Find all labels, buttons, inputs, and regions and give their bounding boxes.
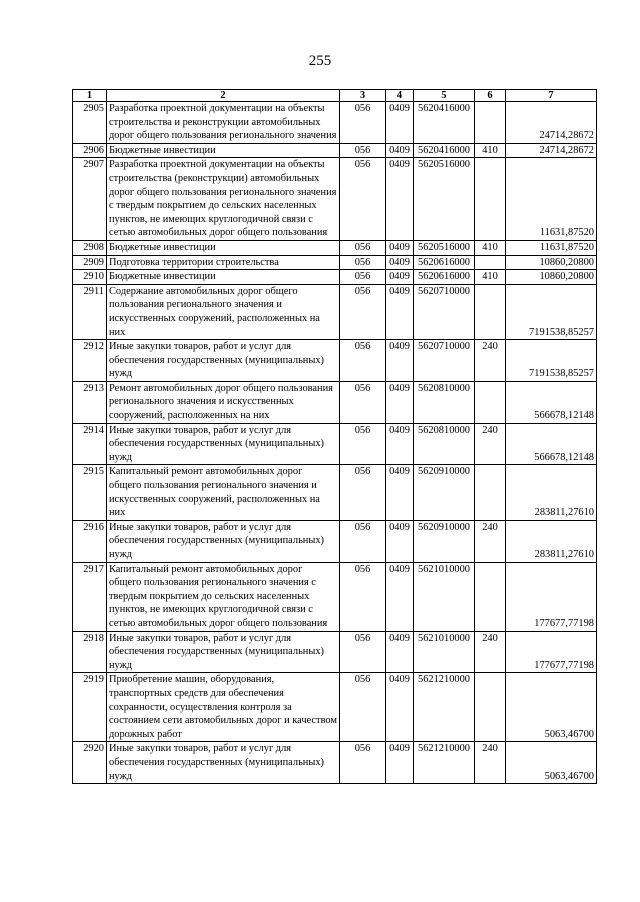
- expense-name: Приобретение машин, оборудования, транспортных средств для обеспечения сохранности, осуществления контроля за состоянием сети автомобильных дорог и качеством дорожных работ: [107, 673, 340, 742]
- department-code: 056: [340, 255, 386, 270]
- amount: 5063,46700: [506, 673, 597, 742]
- table-row: [73, 255, 597, 270]
- row-number: 2905: [73, 102, 107, 144]
- expense-name: Бюджетные инвестиции: [107, 240, 340, 255]
- section-code: 0409: [386, 465, 414, 520]
- section-code: 0409: [386, 158, 414, 241]
- expense-name: Иные закупки товаров, работ и услуг для обеспечения государственных (муниципальных) нужд: [107, 631, 340, 673]
- row-number: 2918: [73, 631, 107, 673]
- expense-type-code: [475, 284, 506, 339]
- table-header-row: [73, 90, 597, 102]
- target-article-code: 5620516000: [414, 240, 475, 255]
- section-code: 0409: [386, 102, 414, 144]
- table-row: [73, 158, 597, 241]
- department-code: 056: [340, 465, 386, 520]
- table-row: [73, 423, 597, 465]
- column-header: 3: [340, 90, 386, 102]
- target-article-code: 5620910000: [414, 465, 475, 520]
- expense-name: Бюджетные инвестиции: [107, 270, 340, 285]
- target-article-code: 5620416000: [414, 102, 475, 144]
- target-article-code: 5621010000: [414, 562, 475, 631]
- department-code: 056: [340, 240, 386, 255]
- column-header: 7: [506, 90, 597, 102]
- column-header: 4: [386, 90, 414, 102]
- target-article-code: 5620616000: [414, 270, 475, 285]
- expense-type-code: [475, 158, 506, 241]
- amount: 10860,20800: [506, 270, 597, 285]
- section-code: 0409: [386, 520, 414, 562]
- column-header: 1: [73, 90, 107, 102]
- target-article-code: 5620810000: [414, 423, 475, 465]
- table-row: [73, 742, 597, 784]
- amount: 283811,27610: [506, 465, 597, 520]
- department-code: 056: [340, 673, 386, 742]
- target-article-code: 5620516000: [414, 158, 475, 241]
- section-code: 0409: [386, 340, 414, 382]
- department-code: 056: [340, 284, 386, 339]
- amount: 283811,27610: [506, 520, 597, 562]
- department-code: 056: [340, 742, 386, 784]
- amount: 11631,87520: [506, 240, 597, 255]
- target-article-code: 5620616000: [414, 255, 475, 270]
- table-row: [73, 631, 597, 673]
- row-number: 2914: [73, 423, 107, 465]
- expense-type-code: 410: [475, 270, 506, 285]
- table-row: [73, 381, 597, 423]
- table-row: [73, 562, 597, 631]
- department-code: 056: [340, 270, 386, 285]
- department-code: 056: [340, 520, 386, 562]
- column-header: 6: [475, 90, 506, 102]
- table-row: [73, 270, 597, 285]
- expense-type-code: 240: [475, 423, 506, 465]
- expense-name: Разработка проектной документации на объекты строительства (реконструкции) автомобильных дорог общего пользования регионального значения с твердым покрытием до сельских населенных пунктов, не имеющих круглогодичной связи с сетью автомобильных дорог общего пользования: [107, 158, 340, 241]
- row-number: 2909: [73, 255, 107, 270]
- target-article-code: 5620710000: [414, 340, 475, 382]
- row-number: 2919: [73, 673, 107, 742]
- target-article-code: 5620710000: [414, 284, 475, 339]
- section-code: 0409: [386, 240, 414, 255]
- department-code: 056: [340, 381, 386, 423]
- budget-table: [72, 89, 597, 784]
- table-row: [73, 340, 597, 382]
- table-row: [73, 240, 597, 255]
- amount: 5063,46700: [506, 742, 597, 784]
- expense-type-code: 240: [475, 631, 506, 673]
- target-article-code: 5620910000: [414, 520, 475, 562]
- section-code: 0409: [386, 270, 414, 285]
- table-row: [73, 143, 597, 158]
- department-code: 056: [340, 158, 386, 241]
- expense-name: Бюджетные инвестиции: [107, 143, 340, 158]
- expense-name: Иные закупки товаров, работ и услуг для обеспечения государственных (муниципальных) нужд: [107, 340, 340, 382]
- target-article-code: 5620416000: [414, 143, 475, 158]
- expense-type-code: [475, 673, 506, 742]
- expense-type-code: [475, 102, 506, 144]
- row-number: 2913: [73, 381, 107, 423]
- target-article-code: 5621210000: [414, 742, 475, 784]
- column-header: 2: [107, 90, 340, 102]
- section-code: 0409: [386, 673, 414, 742]
- department-code: 056: [340, 631, 386, 673]
- expense-name: Подготовка территории строительства: [107, 255, 340, 270]
- expense-type-code: [475, 255, 506, 270]
- section-code: 0409: [386, 255, 414, 270]
- amount: 10860,20800: [506, 255, 597, 270]
- target-article-code: 5621210000: [414, 673, 475, 742]
- expense-name: Капитальный ремонт автомобильных дорог общего пользования регионального значения с твердым покрытием до сельских населенных пунктов, не имеющих круглогодичной связи с сетью автомобильных дорог общего пользования: [107, 562, 340, 631]
- department-code: 056: [340, 143, 386, 158]
- table-row: [73, 465, 597, 520]
- expense-name: Ремонт автомобильных дорог общего пользования регионального значения и искусственных сооружений, расположенных на них: [107, 381, 340, 423]
- table-row: [73, 284, 597, 339]
- row-number: 2906: [73, 143, 107, 158]
- row-number: 2907: [73, 158, 107, 241]
- section-code: 0409: [386, 631, 414, 673]
- column-header: 5: [414, 90, 475, 102]
- row-number: 2912: [73, 340, 107, 382]
- section-code: 0409: [386, 284, 414, 339]
- expense-name: Иные закупки товаров, работ и услуг для обеспечения государственных (муниципальных) нужд: [107, 520, 340, 562]
- target-article-code: 5621010000: [414, 631, 475, 673]
- row-number: 2916: [73, 520, 107, 562]
- amount: 177677,77198: [506, 562, 597, 631]
- department-code: 056: [340, 562, 386, 631]
- amount: 24714,28672: [506, 102, 597, 144]
- table-row: [73, 673, 597, 742]
- department-code: 056: [340, 423, 386, 465]
- department-code: 056: [340, 340, 386, 382]
- expense-type-code: [475, 381, 506, 423]
- target-article-code: 5620810000: [414, 381, 475, 423]
- row-number: 2911: [73, 284, 107, 339]
- table-row: [73, 520, 597, 562]
- expense-type-code: 410: [475, 240, 506, 255]
- amount: 11631,87520: [506, 158, 597, 241]
- expense-type-code: 240: [475, 340, 506, 382]
- amount: 7191538,85257: [506, 284, 597, 339]
- row-number: 2915: [73, 465, 107, 520]
- expense-name: Содержание автомобильных дорог общего пользования регионального значения и искусственных сооружений, расположенных на них: [107, 284, 340, 339]
- amount: 7191538,85257: [506, 340, 597, 382]
- table-row: [73, 102, 597, 144]
- page-number: 255: [308, 53, 332, 69]
- expense-type-code: 240: [475, 742, 506, 784]
- department-code: 056: [340, 102, 386, 144]
- expense-type-code: [475, 465, 506, 520]
- section-code: 0409: [386, 143, 414, 158]
- expense-name: Капитальный ремонт автомобильных дорог общего пользования регионального значения и искусственных сооружений, расположенных на них: [107, 465, 340, 520]
- row-number: 2917: [73, 562, 107, 631]
- expense-type-code: [475, 562, 506, 631]
- row-number: 2920: [73, 742, 107, 784]
- amount: 177677,77198: [506, 631, 597, 673]
- expense-type-code: 240: [475, 520, 506, 562]
- section-code: 0409: [386, 562, 414, 631]
- row-number: 2910: [73, 270, 107, 285]
- section-code: 0409: [386, 381, 414, 423]
- section-code: 0409: [386, 742, 414, 784]
- row-number: 2908: [73, 240, 107, 255]
- expense-name: Иные закупки товаров, работ и услуг для обеспечения государственных (муниципальных) нужд: [107, 423, 340, 465]
- expense-type-code: 410: [475, 143, 506, 158]
- expense-name: Иные закупки товаров, работ и услуг для обеспечения государственных (муниципальных) нужд: [107, 742, 340, 784]
- amount: 566678,12148: [506, 423, 597, 465]
- expense-name: Разработка проектной документации на объекты строительства и реконструкции автомобильных дорог общего пользования регионального значения: [107, 102, 340, 144]
- section-code: 0409: [386, 423, 414, 465]
- amount: 566678,12148: [506, 381, 597, 423]
- amount: 24714,28672: [506, 143, 597, 158]
